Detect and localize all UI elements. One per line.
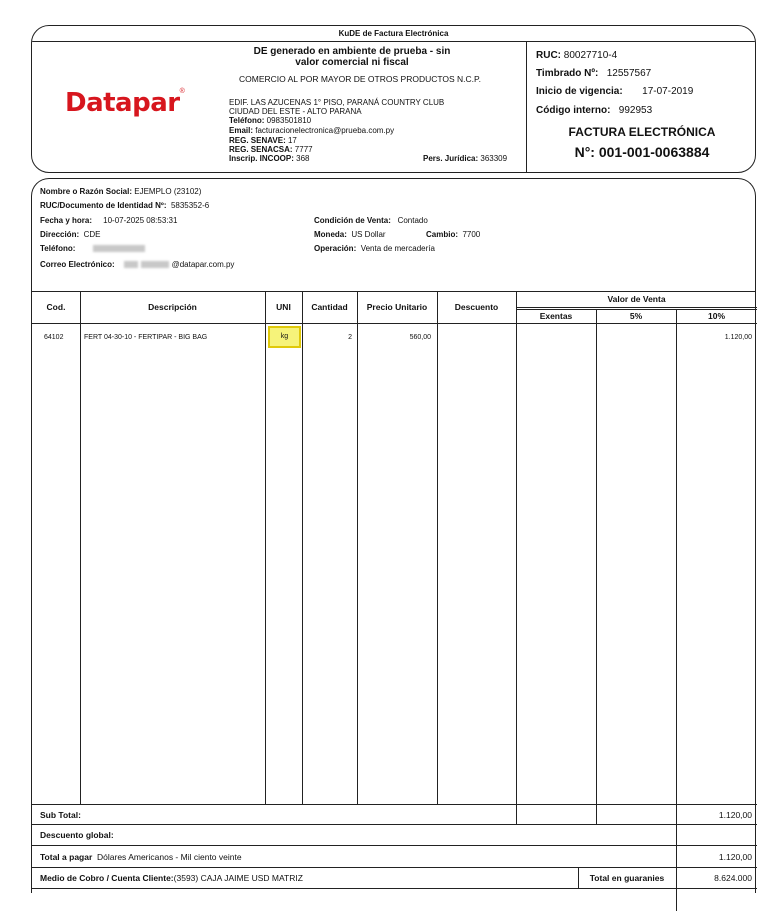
col-line	[265, 292, 266, 804]
client-address: Dirección: CDE	[40, 230, 101, 239]
medio-cobro: Medio de Cobro / Cuenta Cliente:(3593) CAJA JAIME USD MATRIZ	[40, 873, 303, 883]
subtotal-top-line	[32, 804, 757, 805]
incoop: Inscrip. INCOOP: 368	[229, 154, 310, 163]
header-exentas: Exentas	[539, 311, 573, 321]
header-uni: UNI	[276, 302, 291, 312]
col-line	[596, 309, 597, 824]
medio-top-line	[32, 867, 757, 868]
items-table	[31, 291, 756, 893]
col-line	[516, 292, 517, 824]
descuento-top-line	[32, 824, 757, 825]
total-top-line	[32, 845, 757, 846]
redacted-phone	[93, 245, 145, 252]
row-descripcion: FERT 04-30-10 - FERTIPAR - BIG BAG	[84, 334, 208, 341]
row-uni-highlighted[interactable]: kg	[268, 326, 301, 348]
subtotal-value: 1.120,00	[718, 810, 752, 820]
header-cantidad: Cantidad	[311, 302, 348, 312]
reg-senave: REG. SENAVE: 17	[229, 136, 297, 145]
header-split-line	[516, 307, 757, 308]
client-date: Fecha y hora: 10-07-2025 08:53:31	[40, 216, 178, 225]
exchange-rate: Cambio: 7700	[426, 230, 481, 239]
header-iva10: 10%	[707, 311, 725, 321]
datapar-logo: Datapar®	[65, 88, 185, 118]
invoice-header	[31, 25, 756, 173]
company-phone: Teléfono: 0983501810	[229, 116, 312, 125]
redacted-email-2	[141, 261, 169, 268]
header-descripcion: Descripción	[148, 302, 197, 312]
row-precio: 560,00	[409, 334, 431, 341]
client-ruc: RUC/Documento de Identidad Nº: 5835352-6	[40, 201, 210, 210]
header-precio: Precio Unitario	[366, 302, 428, 312]
pers-juridica: Pers. Jurídica: 363309	[423, 154, 508, 163]
environment-note: DE generado en ambiente de prueba - sin valor comercial ni fiscal	[253, 46, 451, 68]
col-line	[302, 292, 303, 804]
company-activity: COMERCIO AL POR MAYOR DE OTROS PRODUCTOS N.C.P.	[239, 74, 481, 84]
header-iva5: 5%	[629, 311, 643, 321]
row-iva10: 1.120,00	[724, 334, 752, 341]
client-info	[31, 178, 756, 292]
header-split-line	[516, 309, 757, 310]
row-cod: 64102	[44, 334, 64, 341]
document-type: FACTURA ELECTRÓNICA	[568, 125, 716, 139]
reg-senacsa: REG. SENACSA: 7777	[229, 145, 313, 154]
codigo-interno-line: Código interno: 992953	[536, 105, 653, 116]
row-cantidad: 2	[348, 334, 352, 341]
total-value: 1.120,00	[718, 852, 752, 862]
company-address-1: EDIF. LAS AZUCENAS 1° PISO, PARANÁ COUNTRY CLUB	[229, 98, 445, 107]
header-cod: Cod.	[46, 302, 66, 312]
ruc-line: RUC: 80027710-4	[536, 50, 618, 61]
client-name: Nombre o Razón Social: EJEMPLO (23102)	[40, 187, 202, 196]
col-line	[80, 292, 81, 804]
col-line	[676, 309, 677, 911]
total-pagar: Total a pagar Dólares Americanos - Mil ciento veinte	[40, 852, 242, 862]
redacted-email-1	[124, 261, 138, 268]
kude-title: KuDE de Factura Electrónica	[32, 26, 755, 42]
vigencia-line: Inicio de vigencia: 17-07-2019	[536, 86, 694, 97]
document-number: N°: 001-001-0063884	[574, 144, 710, 160]
total-guaranies-value: 8.624.000	[714, 873, 752, 883]
operation: Operación: Venta de mercadería	[314, 244, 435, 253]
currency: Moneda: US Dollar	[314, 230, 386, 239]
descuento-global-label: Descuento global:	[40, 830, 114, 840]
col-line	[437, 292, 438, 804]
company-address-2: CIUDAD DEL ESTE - ALTO PARANA	[229, 107, 362, 116]
header-descuento: Descuento	[454, 302, 499, 312]
medio-bottom-line	[32, 888, 757, 889]
total-guaranies-label: Total en guaranies	[589, 873, 665, 883]
company-email: Email: facturacionelectronica@prueba.com.py	[229, 126, 395, 135]
sale-condition: Condición de Venta: Contado	[314, 216, 428, 225]
col-line	[357, 292, 358, 804]
client-email: Correo Electrónico: @datapar.com.py	[40, 260, 235, 269]
header-valor-venta: Valor de Venta	[607, 294, 666, 304]
client-phone: Teléfono:	[40, 244, 148, 254]
timbrado-line: Timbrado Nº: 12557567	[536, 68, 652, 79]
header-bottom-line	[32, 323, 757, 324]
subtotal-label: Sub Total:	[40, 810, 81, 820]
